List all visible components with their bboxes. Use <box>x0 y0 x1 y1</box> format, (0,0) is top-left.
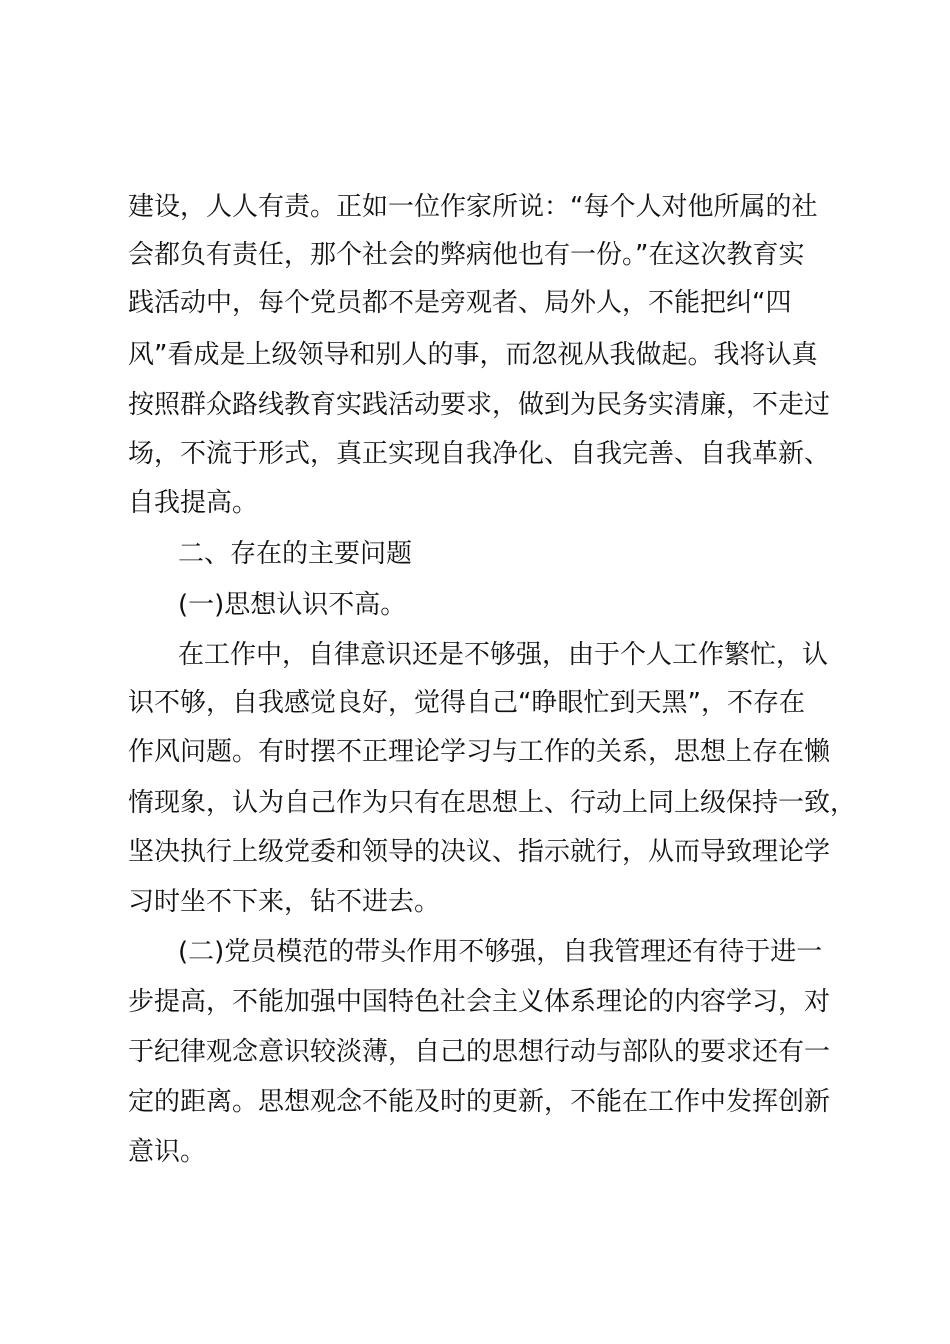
text-line-4: 风”看成是上级领导和别人的事，而忽视从我做起。我将认真 <box>128 340 818 370</box>
text-line-15: 习时坐不下来，钻不进去。 <box>128 887 441 917</box>
text-line-14: 坚决执行上级党委和领导的决议、指示就行，从而导致理论学 <box>128 837 831 867</box>
text-line-7: 自我提高。 <box>128 488 259 518</box>
text-line-12: 作风问题。有时摆不正理论学习与工作的关系，思想上存在懒 <box>128 737 831 767</box>
text-line-2: 会都负有责任，那个社会的弊病他也有一份。”在这次教育实 <box>128 240 805 270</box>
text-line-18: 于纪律观念意识较淡薄，自己的思想行动与部队的要求还有一 <box>128 1037 831 1067</box>
subsection-heading-2: (二)党员模范的带头作用不够强，自我管理还有待于进一 <box>178 937 823 967</box>
text-line-10: 在工作中，自律意识还是不够强，由于个人工作繁忙，认 <box>178 640 829 670</box>
section-heading: 二、存在的主要问题 <box>178 539 413 569</box>
text-line-1: 建设，人人有责。正如一位作家所说：“每个人对他所属的社 <box>128 192 818 222</box>
text-line-3: 践活动中，每个党员都不是旁观者、局外人，不能把纠“四 <box>128 288 792 318</box>
text-line-11: 识不够，自我感觉良好，觉得自己“睁眼忙到天黑”，不存在 <box>128 688 805 718</box>
text-line-19: 定的距离。思想观念不能及时的更新，不能在工作中发挥创新 <box>128 1087 831 1117</box>
text-line-6: 场，不流于形式，真正实现自我净化、自我完善、自我革新、 <box>128 439 831 469</box>
text-line-20: 意识。 <box>128 1137 207 1167</box>
text-line-17: 步提高，不能加强中国特色社会主义体系理论的内容学习，对 <box>128 987 831 1017</box>
subsection-heading-1: (一)思想认识不高。 <box>178 590 407 620</box>
text-line-5: 按照群众路线教育实践活动要求，做到为民务实清廉，不走过 <box>128 390 831 420</box>
text-line-13: 惰现象，认为自己作为只有在思想上、行动上同上级保持一致， <box>128 788 857 818</box>
